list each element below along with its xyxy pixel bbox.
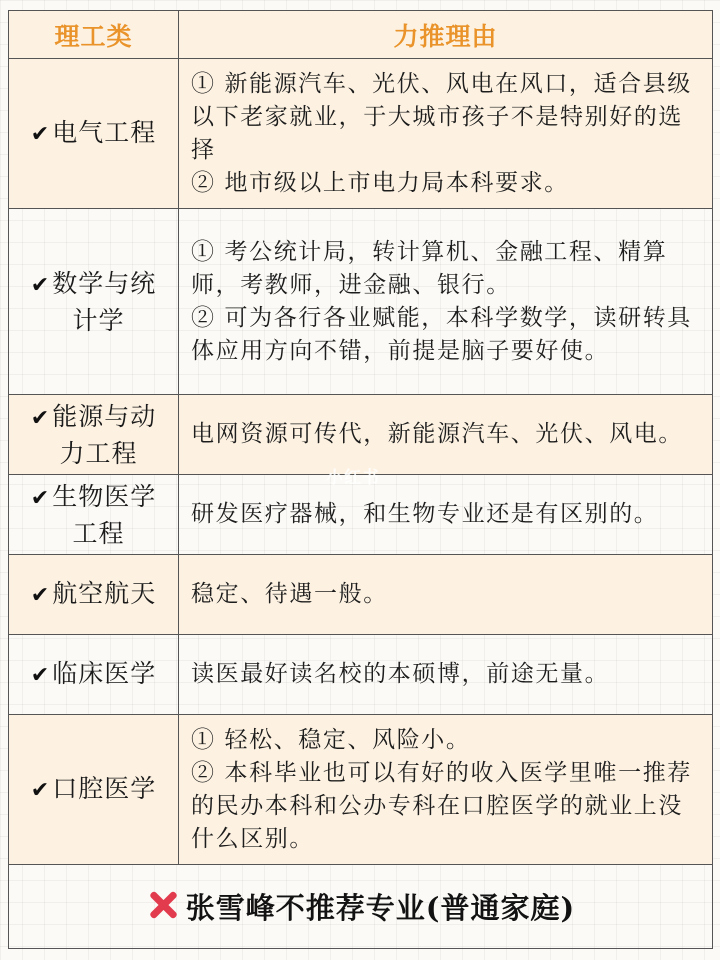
- footer-cell: [9, 865, 713, 949]
- table-row: [9, 635, 713, 715]
- check-icon: ✔: [30, 778, 51, 803]
- table-row: [9, 555, 713, 635]
- major-name-line2: 工程: [72, 518, 125, 548]
- reason-text: ① 新能源汽车、光伏、风电在风口，适合县级以下老家就业，于大城市孩子不是特别好的选择: [191, 70, 692, 163]
- reason-text: ② 可为各行各业赋能，本科学数学，读研转具体应用方向不错，前提是脑子要好使。: [191, 304, 692, 364]
- check-icon: ✔: [30, 122, 51, 147]
- major-name: 口腔医学: [52, 774, 157, 803]
- major-cell: [9, 395, 179, 475]
- watermark: 小红书: [326, 468, 380, 488]
- major-name-line2: 力工程: [59, 438, 138, 468]
- major-cell: [9, 555, 179, 635]
- reason-text: ① 轻松、稳定、风险小。: [191, 726, 471, 753]
- header-reason: 力推理由: [179, 11, 713, 59]
- check-icon: ✔: [30, 663, 51, 688]
- major-cell: [9, 475, 179, 555]
- reason-text: ② 本科毕业也可以有好的收入医学里唯一推荐的民办本科和公办专科在口腔医学的就业上没什么区别。: [191, 759, 692, 852]
- reason-cell: [179, 209, 713, 395]
- table-row: [9, 209, 713, 395]
- check-icon: ✔: [30, 485, 51, 511]
- check-icon: ✔: [30, 272, 51, 298]
- reason-cell: [179, 555, 713, 635]
- major-name: 电气工程: [52, 118, 157, 147]
- table-row: [9, 715, 713, 865]
- table-header-row: [9, 11, 713, 59]
- reason-text: 读医最好读名校的本硕博，前途无量。: [191, 661, 610, 687]
- major-cell: [9, 715, 179, 865]
- table-row: [9, 59, 713, 209]
- footer-row: [9, 865, 713, 949]
- major-cell: [9, 59, 179, 209]
- major-name: 生物医学: [52, 481, 157, 511]
- major-cell: [9, 209, 179, 395]
- reason-cell: [179, 635, 713, 715]
- reason-text: ① 考公统计局，转计算机、金融工程、精算师，考教师，进金融、银行。: [191, 238, 668, 298]
- check-icon: ✔: [30, 583, 51, 608]
- reason-text: 电网资源可传代，新能源汽车、光伏、风电。: [191, 421, 683, 447]
- cross-mark-icon: [146, 888, 180, 922]
- major-cell: [9, 635, 179, 715]
- reason-cell: [179, 715, 713, 865]
- major-name: 临床医学: [52, 659, 157, 688]
- reason-cell: [179, 395, 713, 475]
- reason-cell: [179, 475, 713, 555]
- reason-text: ② 地市级以上市电力局本科要求。: [191, 169, 569, 196]
- major-name: 数学与统: [52, 268, 157, 298]
- major-name: 航空航天: [52, 579, 157, 608]
- reason-text: 稳定、待遇一般。: [191, 581, 388, 607]
- major-name: 能源与动: [52, 401, 157, 431]
- footer-text: 张雪峰不推荐专业(普通家庭): [185, 891, 576, 925]
- header-category: 理工类: [9, 11, 179, 59]
- reason-cell: [179, 59, 713, 209]
- check-icon: ✔: [30, 405, 51, 431]
- reason-text: 研发医疗器械，和生物专业还是有区别的。: [191, 501, 659, 527]
- major-name-line2: 计学: [72, 305, 125, 335]
